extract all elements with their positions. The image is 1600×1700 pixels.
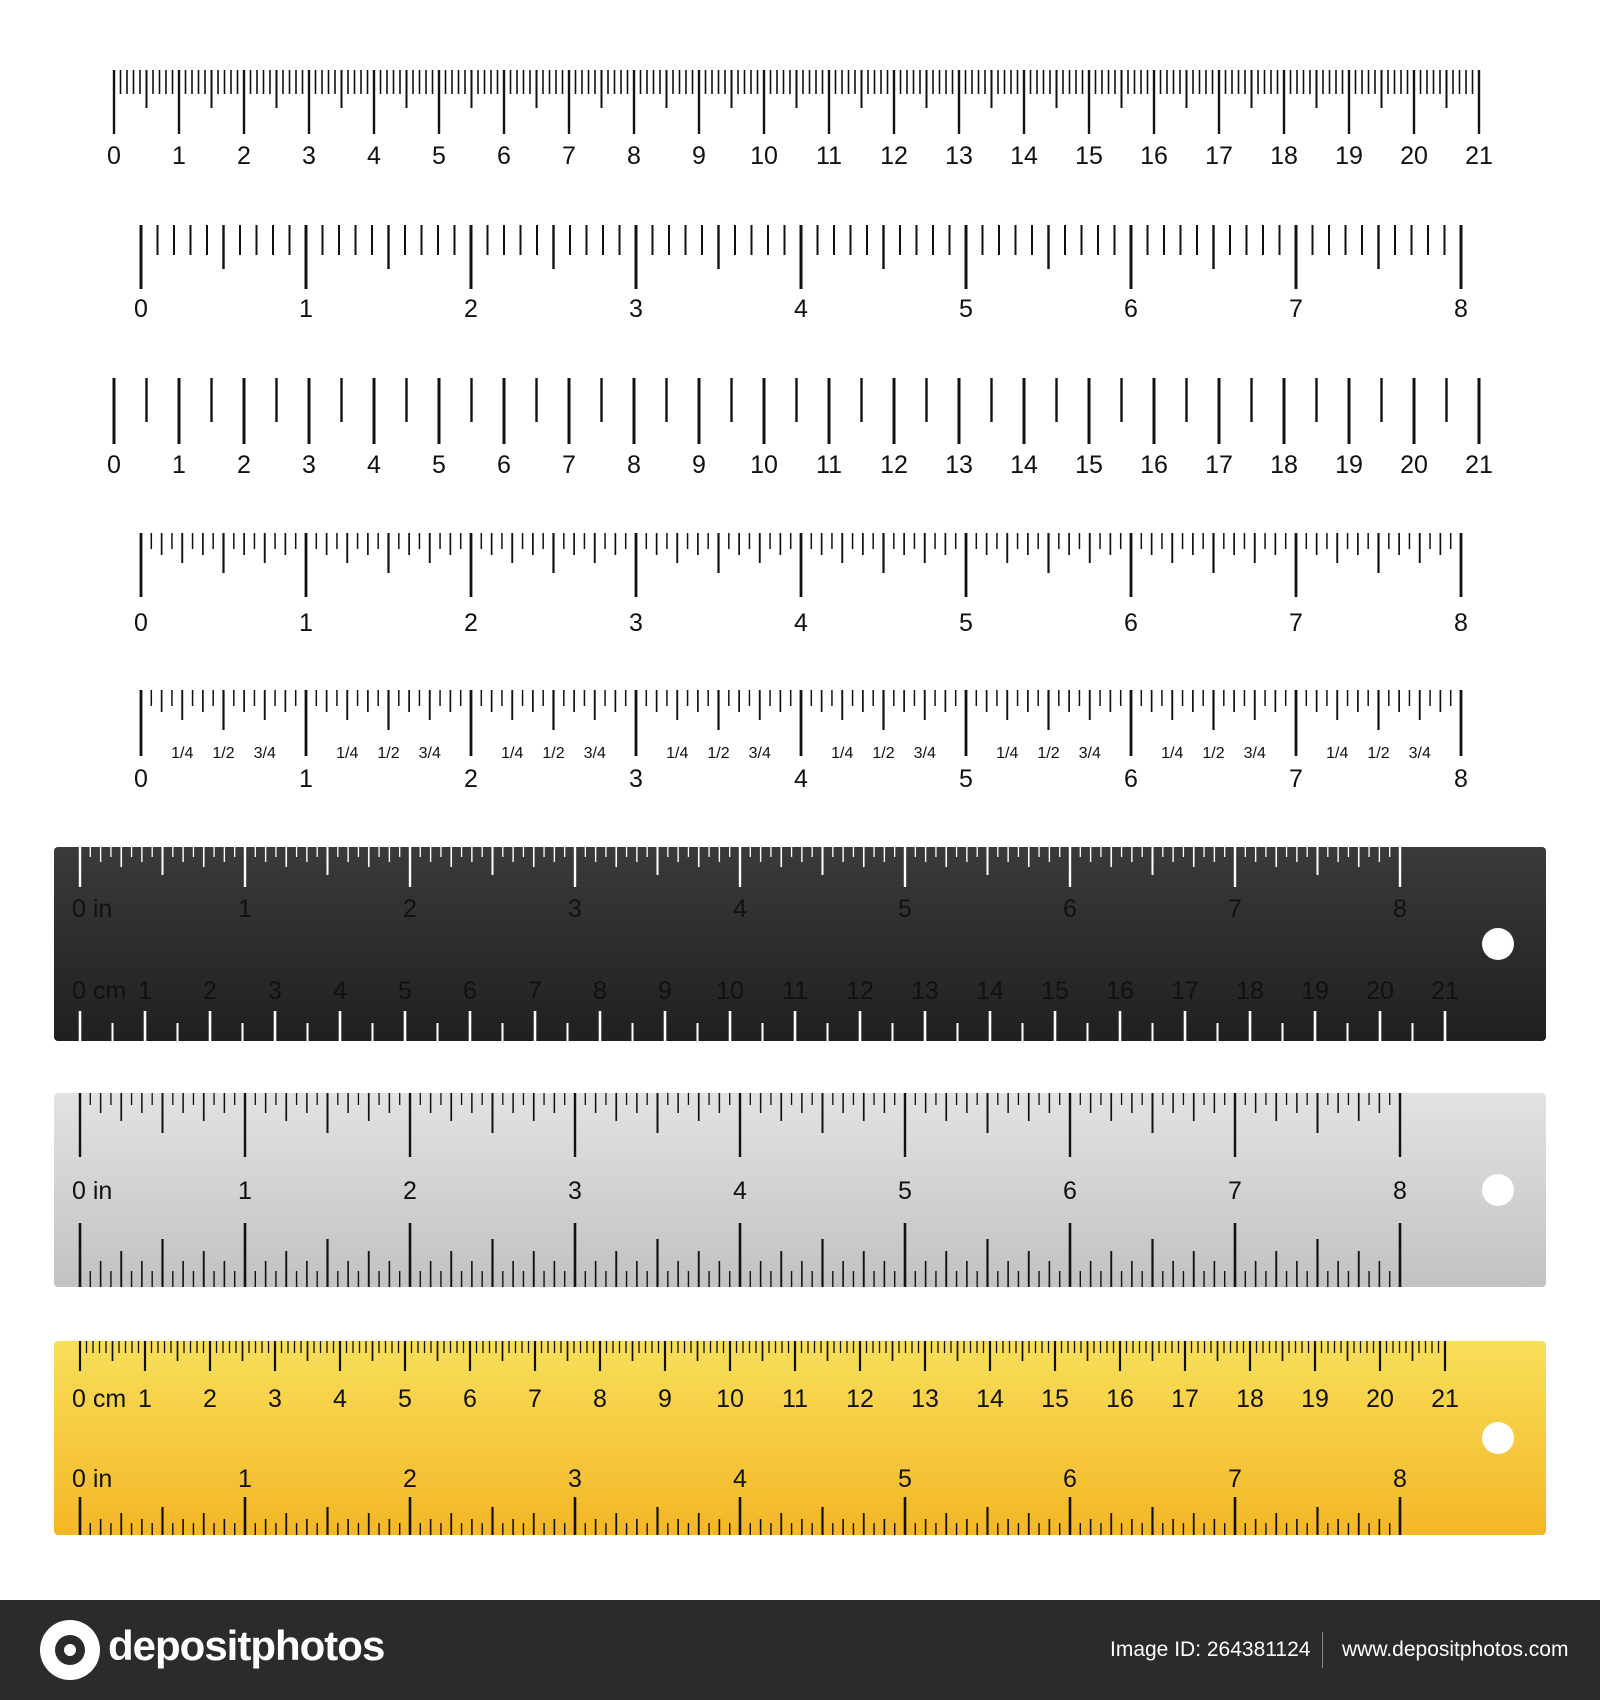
yellow-ruler-inch-unit: 0 in bbox=[72, 1465, 113, 1493]
r5-fraction-label: 1/2 bbox=[542, 745, 565, 762]
black-ruler-hole bbox=[1482, 928, 1514, 960]
r3-label: 1 bbox=[172, 451, 186, 479]
r1-label: 12 bbox=[880, 142, 908, 170]
r5-fraction-label: 3/4 bbox=[748, 745, 771, 762]
black-ruler-inch-label: 7 bbox=[1228, 895, 1242, 923]
yellow-ruler-cm-label: 9 bbox=[658, 1385, 672, 1413]
r5-fraction-label: 3/4 bbox=[253, 745, 276, 762]
black-ruler-cm-label: 18 bbox=[1236, 977, 1264, 1005]
r5-fraction-label: 1/4 bbox=[996, 745, 1019, 762]
r1-label: 20 bbox=[1400, 142, 1428, 170]
r3-label: 7 bbox=[562, 451, 576, 479]
r3-label: 4 bbox=[367, 451, 381, 479]
yellow-ruler-hole bbox=[1482, 1422, 1514, 1454]
black-ruler-inch-label: 3 bbox=[568, 895, 582, 923]
yellow-ruler-inch-label: 7 bbox=[1228, 1465, 1242, 1493]
r3-label: 3 bbox=[302, 451, 316, 479]
black-ruler-inch-unit: 0 in bbox=[72, 895, 113, 923]
r2-label: 0 bbox=[134, 295, 148, 323]
brand-name: depositphotos bbox=[108, 1622, 385, 1669]
yellow-ruler-cm-label: 19 bbox=[1301, 1385, 1329, 1413]
r5-fraction-label: 1/2 bbox=[377, 745, 400, 762]
r3-label: 17 bbox=[1205, 451, 1233, 479]
r3-label: 19 bbox=[1335, 451, 1363, 479]
black-ruler-cm-label: 12 bbox=[846, 977, 874, 1005]
footer-bar bbox=[0, 1600, 1600, 1700]
r3-label: 16 bbox=[1140, 451, 1168, 479]
black-ruler-cm-unit: 0 cm bbox=[72, 977, 127, 1005]
yellow-ruler-cm-label: 14 bbox=[976, 1385, 1004, 1413]
r3-label: 6 bbox=[497, 451, 511, 479]
yellow-ruler-cm-label: 5 bbox=[398, 1385, 412, 1413]
r1-label: 11 bbox=[816, 142, 842, 170]
r5-fraction-label: 1/2 bbox=[212, 745, 235, 762]
gray-ruler-body bbox=[54, 1093, 1546, 1287]
gray-ruler-inch-label: 4 bbox=[733, 1177, 747, 1205]
yellow-ruler-cm-label: 15 bbox=[1041, 1385, 1069, 1413]
r2-label: 6 bbox=[1124, 295, 1138, 323]
black-ruler-cm-label: 17 bbox=[1171, 977, 1199, 1005]
yellow-ruler-cm-label: 1 bbox=[138, 1385, 152, 1413]
r3-label: 14 bbox=[1010, 451, 1038, 479]
r2-label: 1 bbox=[299, 295, 313, 323]
black-ruler-cm-label: 2 bbox=[203, 977, 217, 1005]
yellow-ruler-inch-label: 3 bbox=[568, 1465, 582, 1493]
r5-fraction-label: 1/2 bbox=[707, 745, 730, 762]
gray-ruler-inch-label: 1 bbox=[238, 1177, 252, 1205]
r1-label: 10 bbox=[750, 142, 778, 170]
r5-fraction-label: 3/4 bbox=[1078, 745, 1101, 762]
gray-ruler-inch-label: 8 bbox=[1393, 1177, 1407, 1205]
yellow-ruler-cm-label: 17 bbox=[1171, 1385, 1199, 1413]
r1-label: 18 bbox=[1270, 142, 1298, 170]
r5-label: 1 bbox=[299, 765, 313, 793]
gray-ruler-inch-label: 5 bbox=[898, 1177, 912, 1205]
r2-label: 4 bbox=[794, 295, 808, 323]
r5-label: 0 bbox=[134, 765, 148, 793]
yellow-ruler-cm-label: 20 bbox=[1366, 1385, 1394, 1413]
black-ruler-cm-label: 19 bbox=[1301, 977, 1329, 1005]
gray-ruler-inch-label: 7 bbox=[1228, 1177, 1242, 1205]
black-ruler-inch-label: 2 bbox=[403, 895, 417, 923]
black-ruler-cm-label: 10 bbox=[716, 977, 744, 1005]
black-ruler-cm-label: 7 bbox=[528, 977, 542, 1005]
black-ruler-cm-label: 20 bbox=[1366, 977, 1394, 1005]
r4-label: 3 bbox=[629, 609, 643, 637]
black-ruler-cm-label: 14 bbox=[976, 977, 1004, 1005]
black-ruler-cm-label: 21 bbox=[1431, 977, 1459, 1005]
r3-label: 15 bbox=[1075, 451, 1103, 479]
r3-label: 18 bbox=[1270, 451, 1298, 479]
black-ruler-cm-label: 3 bbox=[268, 977, 282, 1005]
r2-label: 5 bbox=[959, 295, 973, 323]
depositphotos-logo-icon bbox=[40, 1620, 100, 1680]
black-ruler-cm-label: 4 bbox=[333, 977, 347, 1005]
r5-fraction-label: 3/4 bbox=[583, 745, 606, 762]
site-url: www.depositphotos.com bbox=[1342, 1638, 1569, 1661]
r5-fraction-label: 1/4 bbox=[1326, 745, 1349, 762]
r1-label: 9 bbox=[692, 142, 706, 170]
r1-label: 14 bbox=[1010, 142, 1038, 170]
gray-ruler-inch-label: 6 bbox=[1063, 1177, 1077, 1205]
yellow-ruler-inch-label: 6 bbox=[1063, 1465, 1077, 1493]
r3-label: 8 bbox=[627, 451, 641, 479]
black-ruler-inch-label: 5 bbox=[898, 895, 912, 923]
black-ruler-cm-label: 16 bbox=[1106, 977, 1134, 1005]
yellow-ruler-cm-label: 21 bbox=[1431, 1385, 1459, 1413]
black-ruler-cm-label: 13 bbox=[911, 977, 939, 1005]
r5-label: 5 bbox=[959, 765, 973, 793]
yellow-ruler-cm-unit: 0 cm bbox=[72, 1385, 127, 1413]
r5-label: 7 bbox=[1289, 765, 1303, 793]
r4-label: 7 bbox=[1289, 609, 1303, 637]
r5-label: 2 bbox=[464, 765, 478, 793]
yellow-ruler-cm-label: 18 bbox=[1236, 1385, 1264, 1413]
yellow-ruler-cm-label: 6 bbox=[463, 1385, 477, 1413]
r5-label: 6 bbox=[1124, 765, 1138, 793]
yellow-ruler-cm-label: 3 bbox=[268, 1385, 282, 1413]
black-ruler-inch-label: 8 bbox=[1393, 895, 1407, 923]
r3-label: 21 bbox=[1465, 451, 1493, 479]
yellow-ruler-inch-label: 4 bbox=[733, 1465, 747, 1493]
r4-label: 8 bbox=[1454, 609, 1468, 637]
r5-fraction-label: 3/4 bbox=[1408, 745, 1431, 762]
r3-label: 9 bbox=[692, 451, 706, 479]
r5-fraction-label: 1/4 bbox=[1161, 745, 1184, 762]
r3-label: 13 bbox=[945, 451, 973, 479]
r5-label: 4 bbox=[794, 765, 808, 793]
black-ruler-inch-label: 1 bbox=[238, 895, 252, 923]
r5-fraction-label: 1/2 bbox=[872, 745, 895, 762]
r1-label: 3 bbox=[302, 142, 316, 170]
r1-label: 17 bbox=[1205, 142, 1233, 170]
r2-label: 3 bbox=[629, 295, 643, 323]
r4-label: 0 bbox=[134, 609, 148, 637]
black-ruler-inch-label: 6 bbox=[1063, 895, 1077, 923]
yellow-ruler-inch-label: 5 bbox=[898, 1465, 912, 1493]
r1-label: 13 bbox=[945, 142, 973, 170]
black-ruler-cm-label: 1 bbox=[138, 977, 152, 1005]
black-ruler-body bbox=[54, 847, 1546, 1041]
r1-label: 1 bbox=[172, 142, 186, 170]
r4-label: 5 bbox=[959, 609, 973, 637]
r5-fraction-label: 1/2 bbox=[1202, 745, 1225, 762]
r4-label: 4 bbox=[794, 609, 808, 637]
r3-label: 0 bbox=[107, 451, 121, 479]
r5-label: 3 bbox=[629, 765, 643, 793]
r5-fraction-label: 3/4 bbox=[913, 745, 936, 762]
r3-label: 5 bbox=[432, 451, 446, 479]
r5-fraction-label: 1/4 bbox=[501, 745, 524, 762]
gray-ruler-hole bbox=[1482, 1174, 1514, 1206]
r1-label: 15 bbox=[1075, 142, 1103, 170]
yellow-ruler-cm-label: 16 bbox=[1106, 1385, 1134, 1413]
r5-fraction-label: 1/4 bbox=[171, 745, 194, 762]
black-ruler-cm-label: 5 bbox=[398, 977, 412, 1005]
r2-label: 2 bbox=[464, 295, 478, 323]
r1-label: 6 bbox=[497, 142, 511, 170]
r5-fraction-label: 1/4 bbox=[336, 745, 359, 762]
image-id: Image ID: 264381124 bbox=[1110, 1638, 1311, 1661]
black-ruler-cm-label: 9 bbox=[658, 977, 672, 1005]
footer-divider bbox=[1322, 1632, 1323, 1668]
r4-label: 2 bbox=[464, 609, 478, 637]
yellow-ruler-cm-label: 4 bbox=[333, 1385, 347, 1413]
yellow-ruler-cm-label: 12 bbox=[846, 1385, 874, 1413]
r5-fraction-label: 3/4 bbox=[1243, 745, 1266, 762]
gray-ruler-inch-unit: 0 in bbox=[72, 1177, 113, 1205]
yellow-ruler-cm-label: 7 bbox=[528, 1385, 542, 1413]
r4-label: 1 bbox=[299, 609, 313, 637]
r1-label: 8 bbox=[627, 142, 641, 170]
yellow-ruler-cm-label: 11 bbox=[782, 1385, 808, 1413]
yellow-ruler-cm-label: 10 bbox=[716, 1385, 744, 1413]
r4-label: 6 bbox=[1124, 609, 1138, 637]
black-ruler-cm-label: 11 bbox=[782, 977, 808, 1005]
r3-label: 11 bbox=[816, 451, 842, 479]
yellow-ruler-inch-label: 1 bbox=[238, 1465, 252, 1493]
r5-fraction-label: 1/4 bbox=[831, 745, 854, 762]
r1-label: 4 bbox=[367, 142, 381, 170]
r1-label: 19 bbox=[1335, 142, 1363, 170]
r3-label: 12 bbox=[880, 451, 908, 479]
r3-label: 10 bbox=[750, 451, 778, 479]
black-ruler-inch-label: 4 bbox=[733, 895, 747, 923]
r5-fraction-label: 1/4 bbox=[666, 745, 689, 762]
black-ruler-cm-label: 15 bbox=[1041, 977, 1069, 1005]
r2-label: 8 bbox=[1454, 295, 1468, 323]
yellow-ruler-cm-label: 2 bbox=[203, 1385, 217, 1413]
yellow-ruler-body bbox=[54, 1341, 1546, 1535]
yellow-ruler-cm-label: 8 bbox=[593, 1385, 607, 1413]
r5-label: 8 bbox=[1454, 765, 1468, 793]
r1-label: 7 bbox=[562, 142, 576, 170]
black-ruler-cm-label: 6 bbox=[463, 977, 477, 1005]
r3-label: 2 bbox=[237, 451, 251, 479]
gray-ruler-inch-label: 2 bbox=[403, 1177, 417, 1205]
r2-label: 7 bbox=[1289, 295, 1303, 323]
yellow-ruler-inch-label: 2 bbox=[403, 1465, 417, 1493]
black-ruler-cm-label: 8 bbox=[593, 977, 607, 1005]
r1-label: 21 bbox=[1465, 142, 1493, 170]
r3-label: 20 bbox=[1400, 451, 1428, 479]
yellow-ruler-cm-label: 13 bbox=[911, 1385, 939, 1413]
yellow-ruler-inch-label: 8 bbox=[1393, 1465, 1407, 1493]
r1-label: 2 bbox=[237, 142, 251, 170]
r1-label: 0 bbox=[107, 142, 121, 170]
r1-label: 16 bbox=[1140, 142, 1168, 170]
r5-fraction-label: 1/2 bbox=[1037, 745, 1060, 762]
r5-fraction-label: 1/2 bbox=[1367, 745, 1390, 762]
r1-label: 5 bbox=[432, 142, 446, 170]
gray-ruler-inch-label: 3 bbox=[568, 1177, 582, 1205]
r5-fraction-label: 3/4 bbox=[418, 745, 441, 762]
